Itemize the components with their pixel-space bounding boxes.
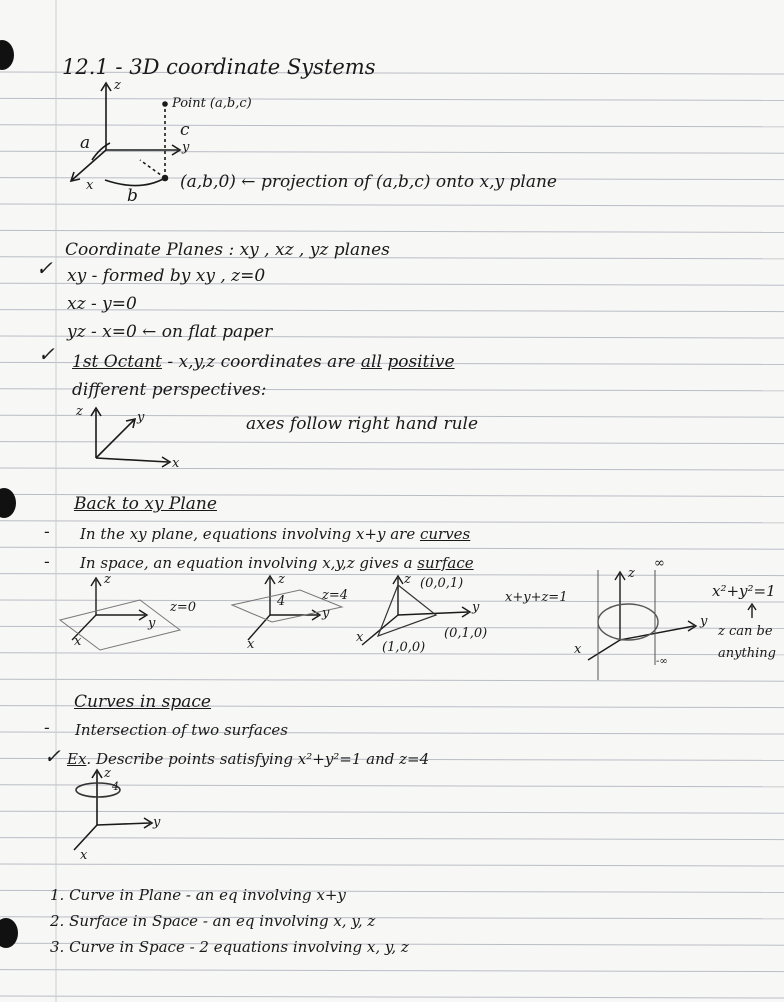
check-mark-1: ✓ [36, 256, 53, 280]
s4-z-label: z [628, 566, 635, 581]
first-octant-desc: - x,y,z coordinates are [161, 352, 361, 372]
s3-z-label: z [404, 572, 411, 587]
page-title: 12.1 - 3D coordinate Systems [62, 55, 376, 79]
curves-emphasis: curves [419, 525, 471, 543]
summary-item-1: 1. Curve in Plane - an eq involving x+y [50, 886, 346, 904]
back-to-xy-heading: Back to xy Plane [74, 494, 217, 514]
diagram2-x-label: x [172, 456, 180, 471]
s4-y-label: y [700, 614, 708, 629]
diagram1-z-label: z [114, 78, 121, 93]
s3-point-001: (0,0,1) [420, 576, 464, 591]
example-text: . Describe points satisfying x²+y²=1 and z=4 [86, 750, 430, 768]
s1-y-label: y [148, 616, 156, 631]
diagram1-b-label: b [127, 186, 138, 206]
s3-point-100: (1,0,0) [382, 640, 426, 655]
coordinate-planes-heading: Coordinate Planes : xy , xz , yz planes [65, 240, 390, 260]
first-octant-term: 1st Octant [72, 352, 162, 372]
dash-3: - [44, 718, 50, 738]
positive-emphasis: positive [387, 352, 455, 372]
diagram2-y-label: y [137, 410, 145, 425]
diagram1-y-label: y [182, 140, 190, 155]
all-emphasis: all [360, 352, 382, 372]
s4-infinity-label: ∞ [654, 556, 665, 571]
s3-x-label: x [356, 630, 364, 645]
yz-plane-line: yz - x=0 ← on flat paper [67, 322, 273, 342]
perspectives-line: different perspectives: [72, 380, 267, 400]
summary-item-2: 2. Surface in Space - an eq involving x, y, z [50, 912, 376, 930]
s4-cylinder-equation: x²+y²=1 [712, 582, 776, 600]
xy-plane-line: xy - formed by xy , z=0 [67, 266, 266, 286]
s1-z-label: z [104, 572, 111, 587]
diagram3-four-label: 4 [112, 780, 119, 793]
s4-note-line2: anything [718, 646, 776, 661]
s2-x-label: x [247, 637, 255, 652]
curves-in-space-heading: Curves in space [74, 692, 211, 712]
s1-plane-label: z=0 [170, 600, 197, 615]
s3-plane-equation: x+y+z=1 [505, 590, 568, 605]
right-hand-rule-note: axes follow right hand rule [246, 414, 479, 434]
diagram3-y-label: y [153, 815, 161, 830]
example-label: Ex [67, 750, 87, 768]
diagram3-x-label: x [80, 848, 88, 863]
dash-2: - [44, 552, 50, 572]
diagram1-x-label: x [86, 178, 94, 193]
xz-plane-line: xz - y=0 [67, 294, 137, 314]
check-mark-2: ✓ [38, 342, 55, 366]
point-abc-label: Point (a,b,c) [172, 96, 252, 111]
s3-y-label: y [472, 600, 480, 615]
dash-1: - [44, 522, 50, 542]
s4-x-label: x [574, 642, 582, 657]
curves-line-text: In the xy plane, equations involving x+y are [80, 525, 420, 543]
diagram2-z-label: z [76, 404, 83, 419]
s2-y-label: y [322, 606, 330, 621]
diagram1-a-label: a [80, 133, 91, 153]
diagram3-z-label: z [104, 766, 111, 781]
surface-line-text: In space, an equation involving x,y,z gives a [80, 554, 418, 572]
projection-note: (a,b,0) ← projection of (a,b,c) onto x,y plane [180, 172, 557, 192]
s2-plane-label: z=4 [322, 588, 349, 603]
s2-four-label: 4 [277, 594, 286, 609]
s3-point-010: (0,1,0) [444, 626, 488, 641]
s4-neg-infinity-label: -∞ [656, 656, 668, 667]
intersection-line: Intersection of two surfaces [75, 721, 288, 739]
s4-note-line1: z can be [718, 624, 773, 639]
s1-x-label: x [74, 634, 82, 649]
surface-emphasis: surface [417, 554, 474, 572]
diagram1-c-label: c [180, 120, 190, 140]
summary-item-3: 3. Curve in Space - 2 equations involving x, y, z [50, 938, 409, 956]
s2-z-label: z [278, 572, 285, 587]
check-mark-3: ✓ [44, 744, 61, 768]
